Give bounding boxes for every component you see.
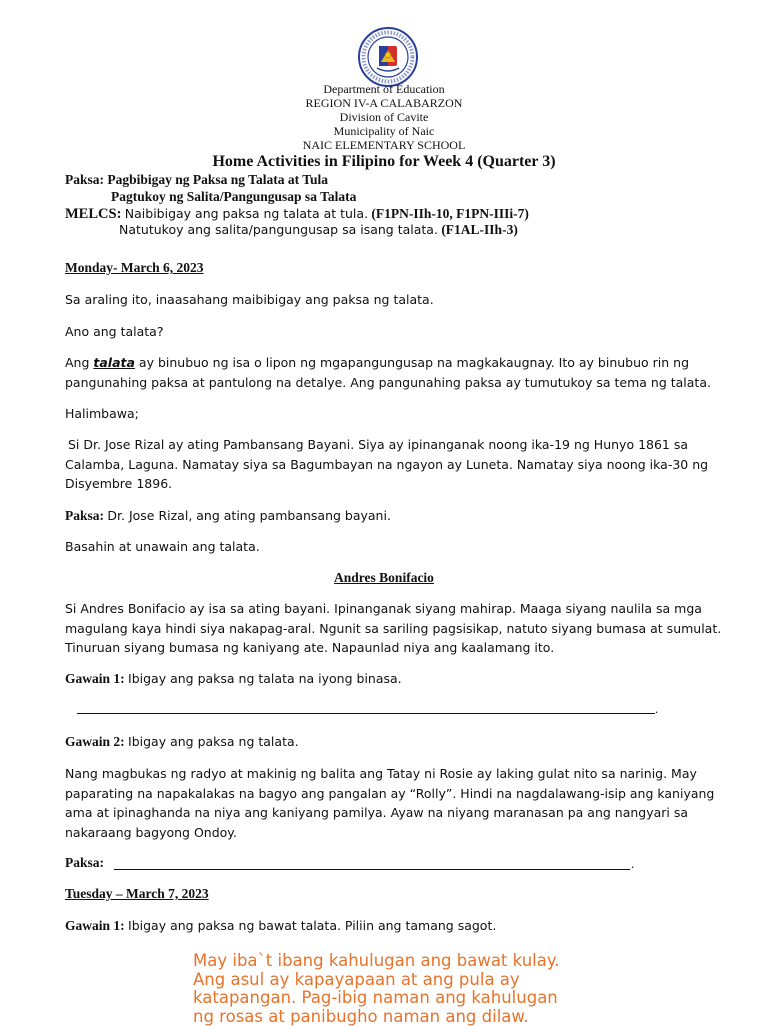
answer-paksa-label: Paksa: [65,853,104,872]
monday-gawain-2 [65,732,299,752]
header-line-school: NAIC ELEMENTARY SCHOOL [0,138,768,152]
gawain-1-label: Gawain 1: [65,671,125,686]
example-line: Disyembre 1896. [65,474,708,494]
tuesday-gawain-1 [65,916,496,936]
paksa-answer-line[interactable] [114,869,630,870]
definition-prefix: Ang [65,355,93,370]
gawain-2-passage [65,764,714,842]
story-line: Si Andres Bonifacio ay isa sa ating bayani. Ipinanganak siyang mahirap. Maaga siyang naulila sa mga [65,599,721,619]
header-block [0,82,768,152]
answer-line-period: . [655,701,658,717]
header-line-division: Division of Cavite [0,110,768,124]
melcs-text-2: Natutukoy ang salita/pangungusap sa isang talata. [119,222,438,237]
example-label: Halimbawa; [65,404,139,424]
talata-definition [65,353,745,392]
melcs-label: MELCS: [65,206,121,222]
passage-line: nakaraang bagyong Ondoy. [65,823,714,843]
example-line: Calamba, Laguna. Namatay siya sa Bagumbayan na ngayon ay Luneta. Namatay siya noong ika-30 ng [65,455,708,475]
melcs-text-1: Naibibigay ang paksa ng talata at tula. [125,206,368,221]
passage-line: paparating na napakalakas na bagyo ang pangalan ay “Rolly”. Hindi na nagdalawang-isip ang kaniyang [65,784,714,804]
colored-line: May iba`t ibang kahulugan ang bawat kulay. [193,952,560,971]
example-paragraph [68,435,708,494]
paksa-topic-2: Pagtukoy ng Salita/Pangungusap sa Talata [111,188,356,205]
definition-term: talata [93,355,135,370]
story-title: Andres Bonifacio [0,568,768,587]
definition-line-1 [65,353,745,373]
tuesday-gawain-1-label: Gawain 1: [65,918,125,933]
monday-heading: Monday- March 6, 2023 [65,258,204,277]
tuesday-heading: Tuesday – March 7, 2023 [65,884,209,903]
gawain-2-text: Ibigay ang paksa ng talata. [128,734,299,749]
melcs-row-2 [119,221,518,238]
deped-seal [357,26,419,88]
paksa-label: Paksa: [65,172,104,187]
example-paksa-value: Dr. Jose Rizal, ang ating pambansang bayani. [107,508,391,523]
colored-paragraph [193,952,560,1026]
read-instruction: Basahin at unawain ang talata. [65,537,260,557]
gawain-1-answer-line[interactable] [77,713,655,714]
passage-line: ama at ipinaghanda na niya ang kaniyang pamilya. Ayaw na niyang maranasan pa ang nangyari sa [65,803,714,823]
example-paksa [65,506,391,526]
melcs-code-1: (F1PN-IIh-10, F1PN-IIIi-7) [371,206,529,221]
colored-line: katapangan. Pag-ibig naman ang kahulugan [193,989,560,1008]
example-paksa-label: Paksa: [65,508,104,523]
colored-line: Ang asul ay kapayapaan at ang pula ay [193,971,560,990]
monday-intro: Sa araling ito, inaasahang maibibigay ang paksa ng talata. [65,290,434,310]
example-line: Si Dr. Jose Rizal ay ating Pambansang Bayani. Siya ay ipinanganak noong ika-19 ng Hunyo 1861 sa [68,435,708,455]
story-line: magulang kaya hindi siya nakapag-aral. Ngunit sa sariling pagsisikap, natuto siyang bumasa at sumulat. [65,619,721,639]
story-line: Tinuruan siyang bumasa ng kaniyang ate. Napaunlad niya ang kaalamang ito. [65,638,721,658]
melcs-code-2: (F1AL-IIh-3) [441,222,518,237]
definition-rest: ay binubuo ng isa o lipon ng mgapangungusap na magkakaugnay. Ito ay binubuo rin ng [135,355,689,370]
paksa-answer-period: . [631,856,634,872]
paksa-topic-1: Pagbibigay ng Paksa ng Talata at Tula [107,172,328,187]
monday-gawain-1 [65,669,402,689]
talata-question: Ano ang talata? [65,322,163,342]
header-line-department: Department of Education [0,82,768,96]
gawain-2-label: Gawain 2: [65,734,125,749]
tuesday-gawain-1-text: Ibigay ang paksa ng bawat talata. Piliin ang tamang sagot. [128,918,496,933]
paksa-row-1 [65,171,328,188]
definition-line-2: pangunahing paksa at pantulong na detalye. Ang pangunahing paksa ay tumutukoy sa tema ng talata. [65,373,745,393]
colored-line: ng rosas at panibugho naman ang dilaw. [193,1008,560,1026]
story-paragraph [65,599,721,658]
gawain-1-text: Ibigay ang paksa ng talata na iyong binasa. [128,671,402,686]
page-title: Home Activities in Filipino for Week 4 (Quarter 3) [0,152,768,172]
passage-line: Nang magbukas ng radyo at makinig ng balita ang Tatay ni Rosie ay laking gulat nito sa narinig. May [65,764,714,784]
header-line-municipality: Municipality of Naic [0,124,768,138]
header-line-region: REGION IV-A CALABARZON [0,96,768,110]
